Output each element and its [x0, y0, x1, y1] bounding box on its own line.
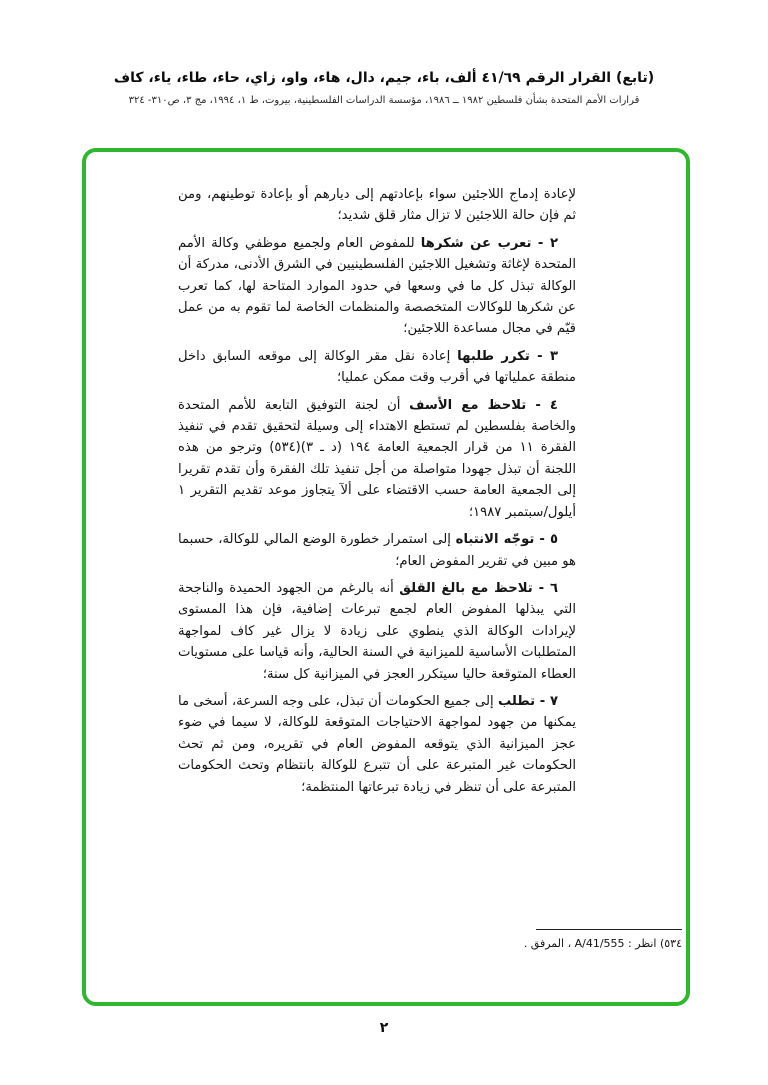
- paragraph-continuation: [178, 184, 576, 227]
- body-text: [86, 152, 686, 798]
- paragraph-lead: ٥ - توجّه الانتباه: [455, 532, 559, 548]
- page-number: ٢: [379, 1020, 389, 1036]
- paragraph-2: [178, 233, 576, 340]
- paragraph-text: إعادة نقل مقر الوكالة إلى موقعه السابق داخل منطقة عملياتها في أقرب وقت ممكن عمليا؛: [178, 348, 576, 386]
- paragraph-3: [178, 346, 576, 389]
- document-header: [0, 0, 768, 106]
- paragraph-text: إلى استمرار خطورة الوضع المالي للوكالة، حسبما هو مبين في تقرير المفوض العام؛: [178, 532, 576, 569]
- content-frame: [82, 148, 690, 1006]
- paragraph-text: للمفوض العام ولجميع موظفي وكالة الأمم المتحدة لإغاثة وتشغيل اللاجئين الفلسطينيين في الشرق الأدنى، مدركة أن الوكالة تبذل كل ما في وسعها في حدود الموارد المتاحة لها، كما تعرب عن شكرها للوكالات المتخصصة والمنظمات الخاصة لما تقوم به من عمل قيّم في مجال مساعدة اللاجئين؛: [178, 235, 576, 337]
- document-subtitle: قرارات الأمم المتحدة بشأن فلسطين ١٩٨٢ ــ ١٩٨٦، مؤسسة الدراسات الفلسطينية، بيروت، ط ١، ١٩٩٤، مج ٣، ص٣١٠- ٣٢٤: [128, 95, 640, 106]
- paragraph-lead: ٦ - تلاحظ مع بالغ القلق: [399, 580, 558, 596]
- paragraph-text: أنه بالرغم من الجهود الحميدة والناجحة التي يبذلها المفوض العام لجمع تبرعات إضافية، فإن هذا المستوى لإيرادات الوكالة الذي ينطوي على زيادة لا يزال غير كاف لمواجهة المتطلبات الأساسية للميزانية في السنة الحالية، وأنه قياسا على مستويات العطاء المتوقعة حاليا سيتكرر العجز في الميزانية كل سنة؛: [178, 580, 576, 682]
- paragraph-6: [178, 578, 576, 685]
- footnote-block: [510, 929, 682, 950]
- footnote: ٥٣٤) انظر : A/41/555 ، المرفق .: [523, 937, 682, 950]
- paragraph-text: لإعادة إدماج اللاجئين سواء بإعادتهم إلى ديارهم أو بإعادة توطينهم، ومن ثم فإن حالة اللاجئين لا تزال مثار قلق شديد؛: [178, 187, 576, 224]
- paragraph-lead: ٣ - تكرر طلبها: [457, 348, 558, 364]
- paragraph-lead: ٢ - تعرب عن شكرها: [420, 235, 558, 251]
- paragraph-text: أن لجنة التوفيق التابعة للأمم المتحدة والخاصة بفلسطين لم تستطع الاهتداء إلى وسيلة لتحقيق تقدم في تنفيذ الفقرة ١١ من قرار الجمعية العامة ١٩٤ (د ـ ٣)(٥٣٤) وترجو من هذه اللجنة أن تبذل جهودا متواصلة من أجل تنفيذ تلك الفقرة وأن تقدم تقريرا إلى الجمعية العامة حسب الاقتضاء على ألآ يتجاوز موعد تقديم التقرير ١ أيلول/سبتمبر ١٩٨٧؛: [178, 397, 576, 520]
- paragraph-4: [178, 395, 576, 523]
- footnote-divider: [536, 929, 682, 930]
- paragraph-lead: ٤ - تلاحظ مع الأسف: [409, 397, 558, 413]
- paragraph-7: [178, 691, 576, 798]
- paragraph-text: إلى جميع الحكومات أن تبذل، على وجه السرعة، أسخى ما يمكنها من جهود لمواجهة الاحتياجات المتوقعة للوكالة، لا سيما في ضوء عجز الميزانية الذي يتوقعه المفوض العام في تقريره، ومن ثم تحث الحكومات غير المتبرعة على أن تتبرع للوكالة بانتظام وتحث الحكومات المتبرعة على أن تنظر في زيادة تبرعاتها المنتظمة؛: [178, 693, 576, 795]
- document-title: (تابع) القرار الرقم ٤١/٦٩ ألف، باء، جيم، دال، هاء، واو، زاي، حاء، طاء، ياء، كاف: [113, 70, 655, 86]
- paragraph-lead: ٧ - تطلب: [497, 693, 558, 709]
- paragraph-5: [178, 529, 576, 572]
